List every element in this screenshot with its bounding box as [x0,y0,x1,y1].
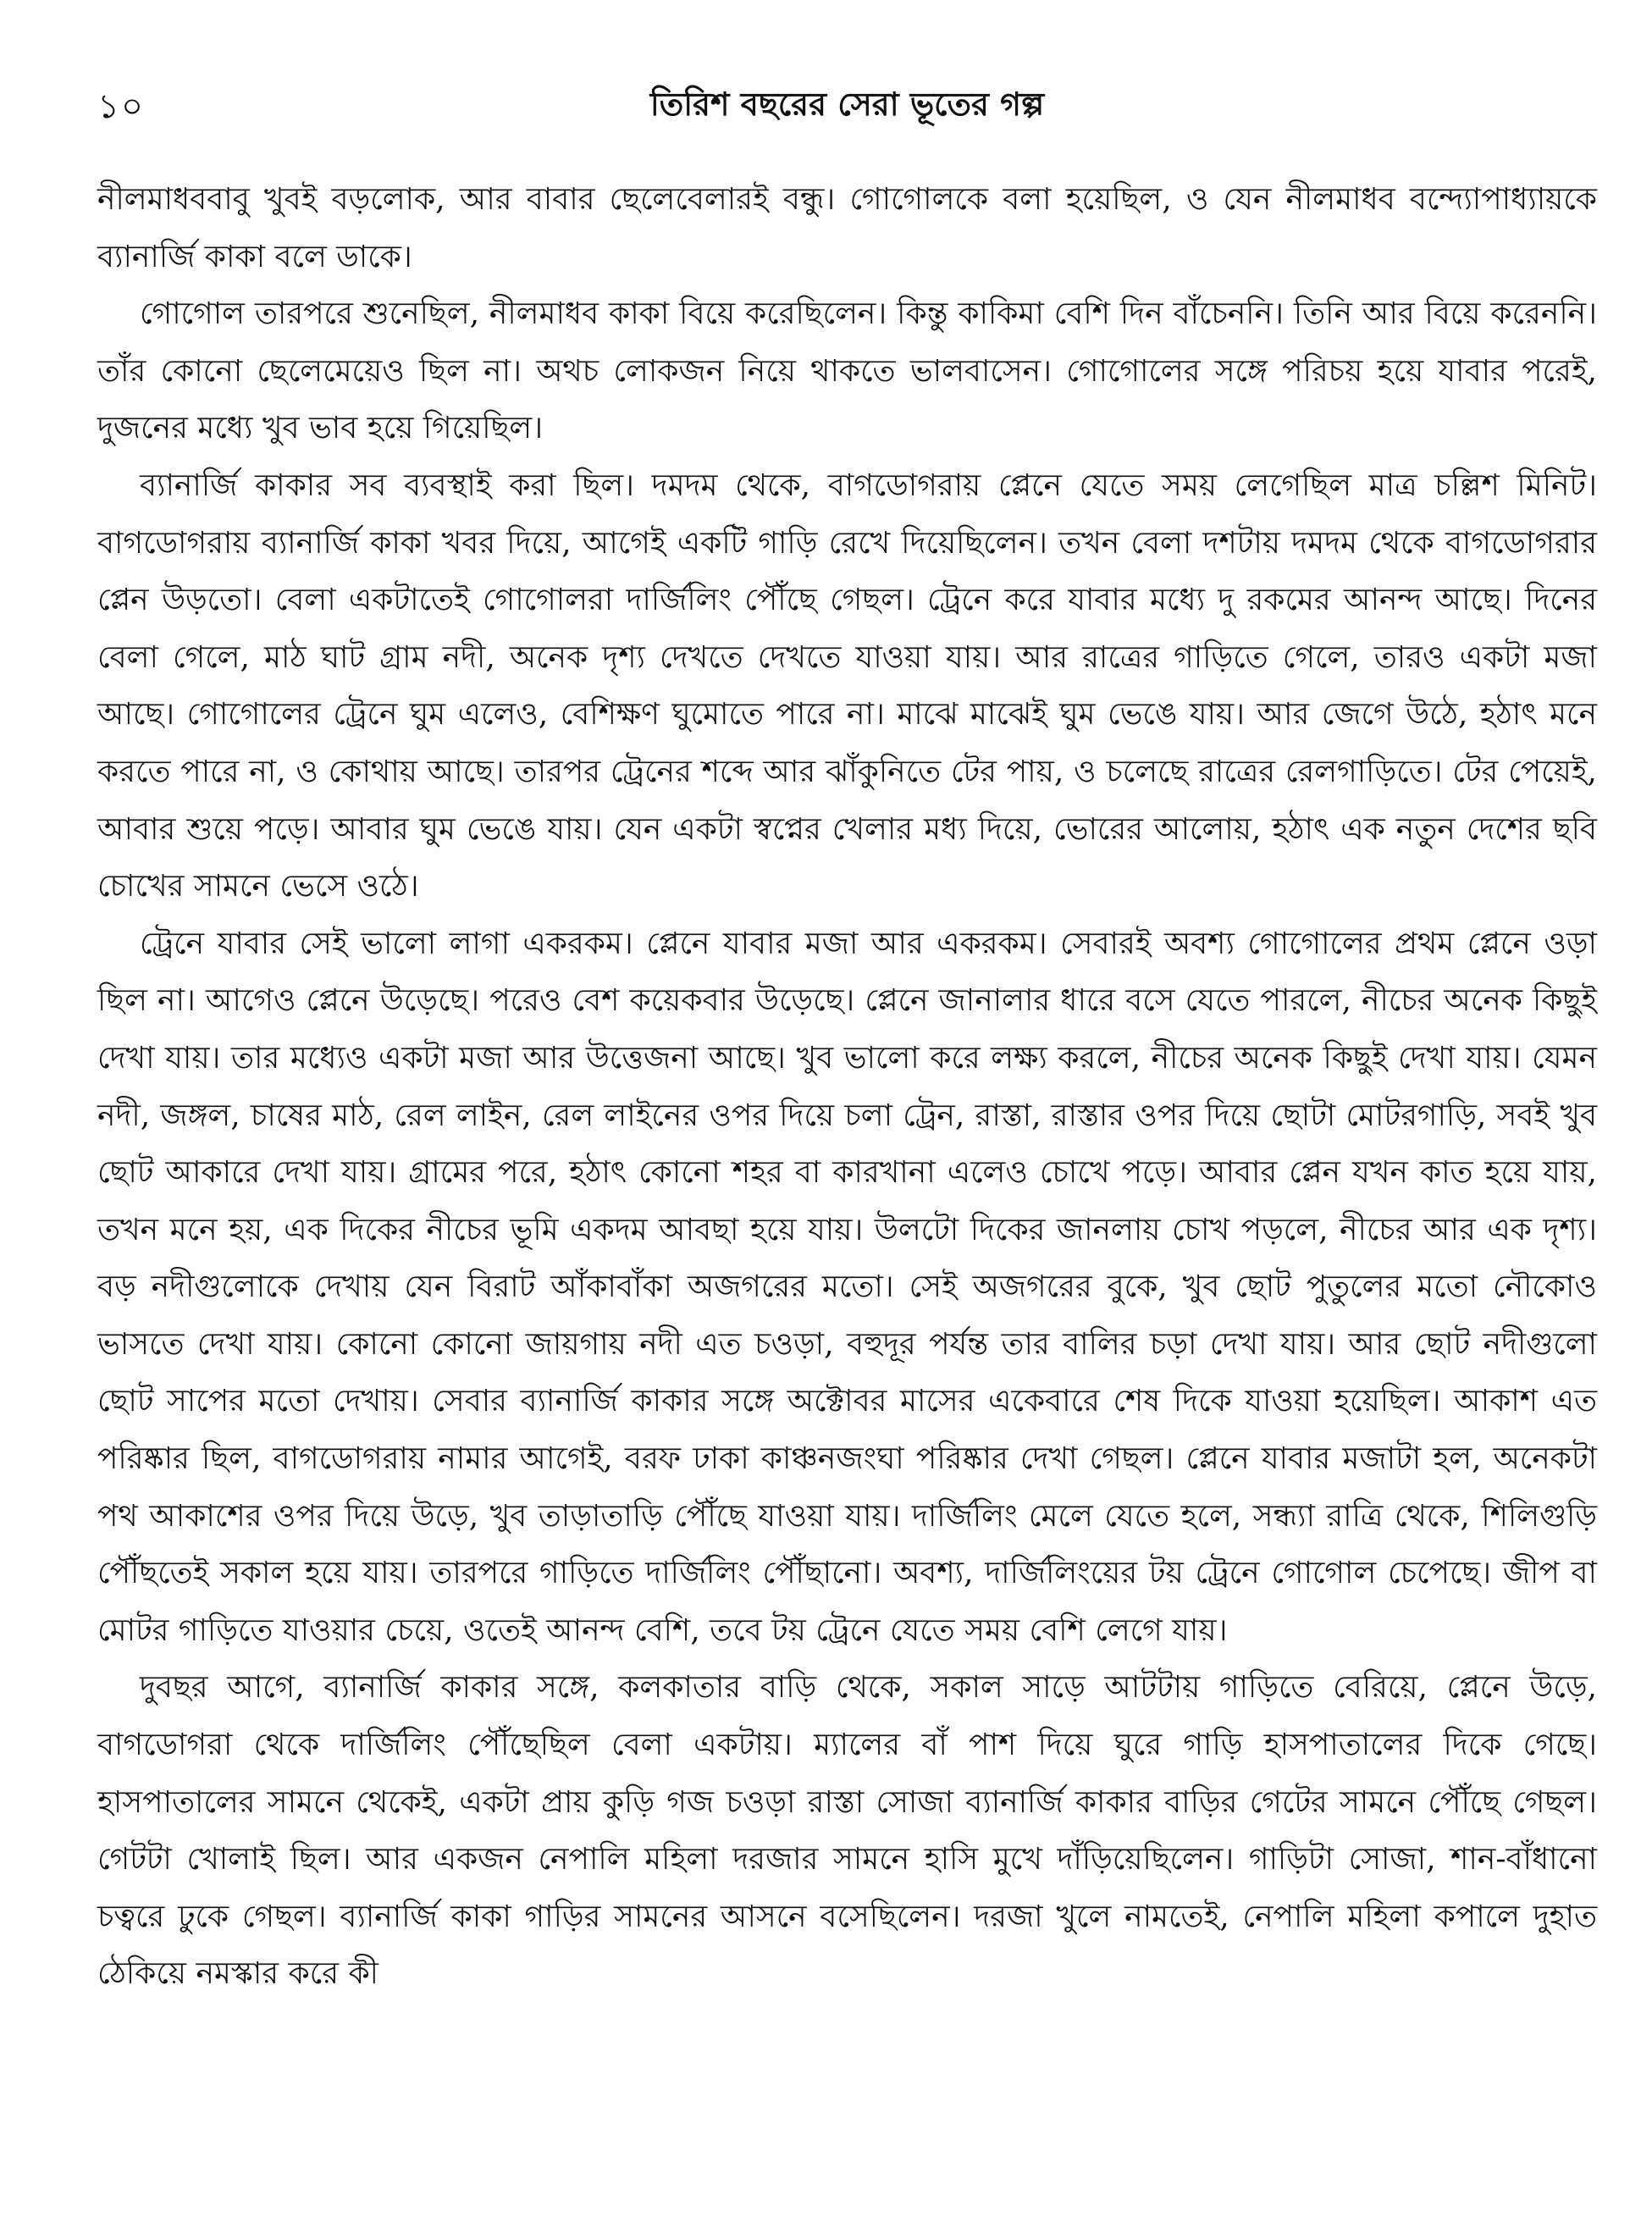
paragraph: দুবছর আগে, ব্যানার্জি কাকার সঙ্গে, কলকাতার বাড়ি থেকে, সকাল সাড়ে আটটায় গাড়িতে বেরিয়ে, প্লেনে উড়ে, বাগডোগরা থেকে দার্জিলিং পৌঁছেছিল বেলা একটায়। ম্যালের বাঁ পাশ দিয়ে ঘুরে গাড়ি হাসপাতালের দিকে গেছে। হাসপাতালের সামনে থেকেই, একটা প্রায় কুড়ি গজ চওড়া রাস্তা সোজা ব্যানার্জি কাকার বাড়ির গেটের সামনে পৌঁছে গেছল। গেটটা খোলাই ছিল। আর একজন নেপালি মহিলা দরজার সামনে হাসি মুখে দাঁড়িয়েছিলেন। গাড়িটা সোজা, শান-বাঁধানো চত্বরে ঢুকে গেছল। ব্যানার্জি কাকা গাড়ির সামনের আসনে বসেছিলেন। দরজা খুলে নামতেই, নেপালি মহিলা কপালে দুহাত ঠেকিয়ে নমস্কার করে কী [97,1670,1597,1992]
paragraph: নীলমাধববাবু খুবই বড়লোক, আর বাবার ছেলেবেলারই বন্ধু। গোগোলকে বলা হয়েছিল, ও যেন নীলমাধব বন্দ্যোপাধ্যায়কে ব্যানার্জি কাকা বলে ডাকে। [97,182,1597,274]
running-header [97,76,1597,142]
paragraph: ট্রেনে যাবার সেই ভালো লাগা একরকম। প্লেনে যাবার মজা আর একরকম। সেবারই অবশ্য গোগোলের প্রথম প্লেনে ওড়া ছিল না। আগেও প্লেনে উড়েছে। পরেও বেশ কয়েকবার উড়েছে। প্লেনে জানালার ধারে বসে যেতে পারলে, নীচের অনেক কিছুই দেখা যায়। তার মধ্যেও একটা মজা আর উত্তেজনা আছে। খুব ভালো করে লক্ষ্য করলে, নীচের অনেক কিছুই দেখা যায়। যেমন নদী, জঙ্গল, চাষের মাঠ, রেল লাইন, রেল লাইনের ওপর দিয়ে চলা ট্রেন, রাস্তা, রাস্তার ওপর দিয়ে ছোটা মোটরগাড়ি, সবই খুব ছোট আকারে দেখা যায়। গ্রামের পরে, হঠাৎ কোনো শহর বা কারখানা এলেও চোখে পড়ে। আবার প্লেন যখন কাত হয়ে যায়, তখন মনে হয়, এক দিকের নীচের ভূমি একদম আবছা হয়ে যায়। উলটো দিকের জানলায় চোখ পড়লে, নীচের আর এক দৃশ্য। বড় নদীগুলোকে দেখায় যেন বিরাট আঁকাবাঁকা অজগরের মতো। সেই অজগরের বুকে, খুব ছোট পুতুলের মতো নৌকোও ভাসতে দেখা যায়। কোনো কোনো জায়গায় নদী এত চওড়া, বহুদূর পর্যন্ত তার বালির চড়া দেখা যায়। আর ছোট নদীগুলো ছোট সাপের মতো দেখায়। সেবার ব্যানার্জি কাকার সঙ্গে অক্টোবর মাসের একেবারে শেষ দিকে যাওয়া হয়েছিল। আকাশ এত পরিষ্কার ছিল, বাগডোগরায় নামার আগেই, বরফ ঢাকা কাঞ্চনজংঘা পরিষ্কার দেখা গেছল। প্লেনে যাবার মজাটা হল, অনেকটা পথ আকাশের ওপর দিয়ে উড়ে, খুব তাড়াতাড়ি পৌঁছে যাওয়া যায়। দার্জিলিং মেলে যেতে হলে, সন্ধ্যা রাত্রি থেকে, শিলিগুড়ি পৌঁছতেই সকাল হয়ে যায়। তারপরে গাড়িতে দার্জিলিং পৌঁছানো। অবশ্য, দার্জিলিংয়ের টয় ট্রেনে গোগোল চেপেছে। জীপ বা মোটর গাড়িতে যাওয়ার চেয়ে, ওতেই আনন্দ বেশি, তবে টয় ট্রেনে যেতে সময় বেশি লেগে যায়। [97,926,1598,1648]
page-number: ১০ [97,87,145,126]
paragraph: গোগোল তারপরে শুনেছিল, নীলমাধব কাকা বিয়ে করেছিলেন। কিন্তু কাকিমা বেশি দিন বাঁচেননি। তিনি আর বিয়ে করেননি। তাঁর কোনো ছেলেমেয়েও ছিল না। অথচ লোকজন নিয়ে থাকতে ভালবাসেন। গোগোলের সঙ্গে পরিচয় হয়ে যাবার পরেই, দুজনের মধ্যে খুব ভাব হয়ে গিয়েছিল। [97,296,1597,446]
paragraph: ব্যানার্জি কাকার সব ব্যবস্থাই করা ছিল। দমদম থেকে, বাগডোগরায় প্লেনে যেতে সময় লেগেছিল মাত্র চল্লিশ মিনিট। বাগডোগরায় ব্যানার্জি কাকা খবর দিয়ে, আগেই একটি গাড়ি রেখে দিয়েছিলেন। তখন বেলা দশটায় দমদম থেকে বাগডোগরার প্লেন উড়তো। বেলা একটাতেই গোগোলরা দার্জিলিং পৌঁছে গেছল। ট্রেনে করে যাবার মধ্যে দু রকমের আনন্দ আছে। দিনের বেলা গেলে, মাঠ ঘাট গ্রাম নদী, অনেক দৃশ্য দেখতে দেখতে যাওয়া যায়। আর রাত্রের গাড়িতে গেলে, তারও একটা মজা আছে। গোগোলের ট্রেনে ঘুম এলেও, বেশিক্ষণ ঘুমোতে পারে না। মাঝে মাঝেই ঘুম ভেঙে যায়। আর জেগে উঠে, হঠাৎ মনে করতে পারে না, ও কোথায় আছে। তারপর ট্রেনের শব্দে আর ঝাঁকুনিতে টের পায়, ও চলেছে রাত্রের রেলগাড়িতে। টের পেয়েই, আবার শুয়ে পড়ে। আবার ঘুম ভেঙে যায়। যেন একটা স্বপ্নের খেলার মধ্য দিয়ে, ভোরের আলোয়, হঠাৎ এক নতুন দেশের ছবি চোখের সামনে ভেসে ওঠে। [97,467,1597,904]
story-body [97,171,1597,2003]
book-title: তিরিশ বছরের সেরা ভূতের গল্প [649,85,1045,123]
